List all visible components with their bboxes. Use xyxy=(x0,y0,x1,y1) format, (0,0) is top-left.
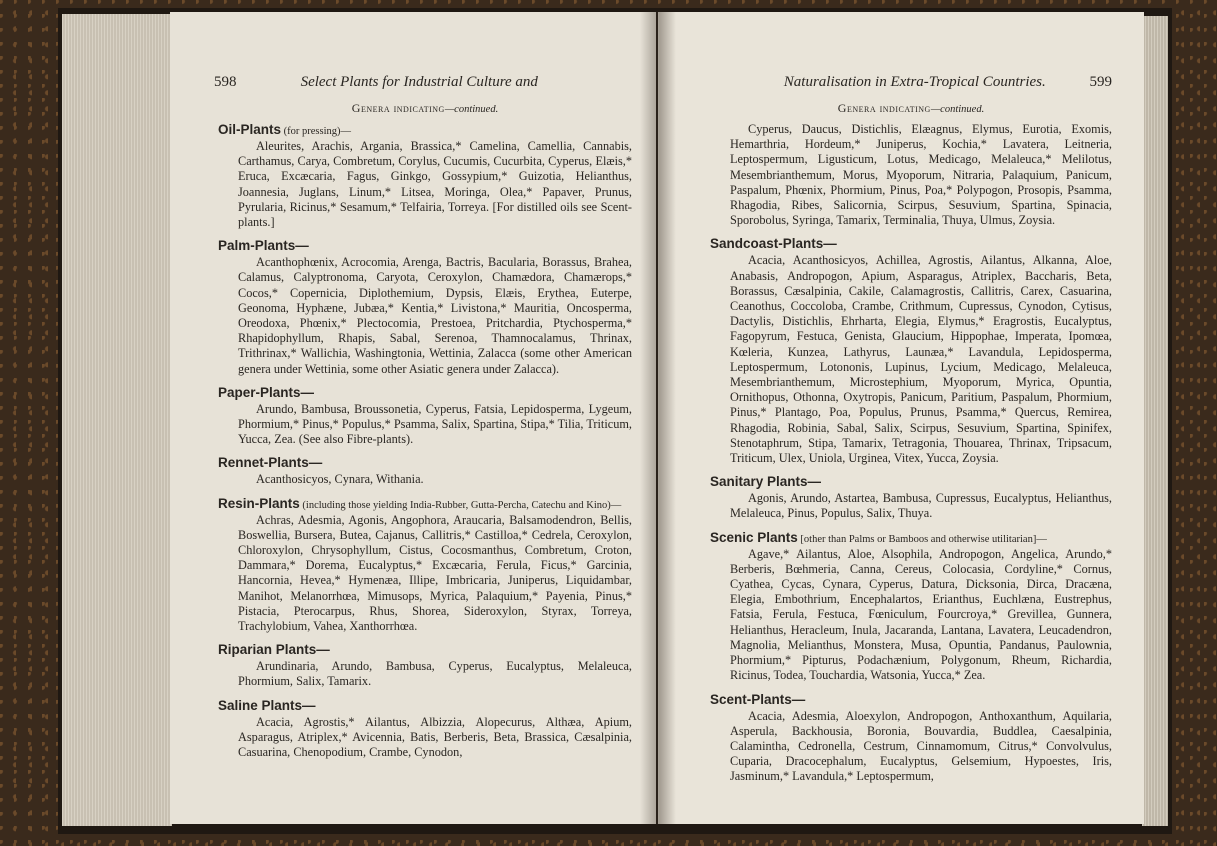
section-body: Acacia, Acanthosicyos, Achillea, Agrostis, Ailantus, Alkanna, Aloe, Anabasis, Andropogon, Apium, Asparagus, Atriplex, Baccharis, Beta, Borassus, Cæsalpinia, Cakile, Calamagrostis, Callitris, Carex, Casuarina, Ceanothus, Coccoloba, Crambe, Crithmum, Cupressus, Cynodon, Cytisus, Dactylis, Distichlis, Ehrharta, Elegia, Elymus,* Eragrostis, Eucalyptus, Fagopyrum, Festuca, Genista, Glaucium, Hippophae, Imperata, Ipomœa, Kœleria, Kunzea, Lathyrus, Launæa,* Lavandula, Lepidosperma, Leptospermum, Lotononis, Lupinus, Lycium, Medicago, Melaleuca, Mesembrianthemum, Microstephium, Myoporum, Myrica, Opuntia, Ornithopus, Othonna, Oxytropis, Panicum, Paritium, Paspalum, Phormium, Pinus,* Plantago, Poa, Populus, Prunus, Psamma,* Quercus, Remirea, Rhagodia, Robinia, Sabal, Salix, Scirpus, Sesuvium, Spartina, Spinifex, Stenotaphrum, Stipa, Tamarix, Tetragonia, Thouarea, Thrinax, Tripsacum, Triticum, Ulex, Uniola, Urginea, Vitex, Yucca, Zoysia. xyxy=(730,253,1112,466)
section-body: Acacia, Agrostis,* Ailantus, Albizzia, Alopecurus, Althæa, Apium, Asparagus, Atriplex,* Avicennia, Batis, Berberis, Beta, Brassica, Cæsalpinia, Casuarina, Chenopodium, Crambe, Cynodon, xyxy=(238,714,632,760)
section-title: Sanitary Plants— xyxy=(710,474,822,490)
section-body: Agonis, Arundo, Astartea, Bambusa, Cupressus, Eucalyptus, Helianthus, Melaleuca, Pinus, Populus, Salix, Thuya. xyxy=(730,491,1112,521)
section-title: Scenic Plants [other than Palms or Bamboos and otherwise utilitarian]— xyxy=(710,529,1047,545)
subheading: Genera indicating—continued. xyxy=(837,101,985,115)
page-number: 599 xyxy=(1089,74,1112,90)
section-riparian-plants xyxy=(218,642,632,689)
left-page-edges xyxy=(62,14,172,826)
section-saline-plants xyxy=(218,698,632,761)
running-title: Select Plants for Industrial Culture and xyxy=(300,74,538,90)
page-number: 598 xyxy=(214,74,237,90)
running-head-right xyxy=(710,74,1112,91)
section-sandcoast-plants xyxy=(710,236,1112,466)
section-body: Acanthophœnix, Acrocomia, Arenga, Bactris, Bacularia, Borassus, Brahea, Calamus, Calyptronoma, Caryota, Ceroxylon, Chamædora, Chamærops,* Cocos,* Copernicia, Diplothemium, Dypsis, Elæis, Erythea, Euterpe, Geonoma, Hyphæne, Jubæa,* Kentia,* Livistona,* Mauritia, Oncosperma, Oreodoxa, Phœnix,* Plectocomia, Prestoea, Pritchardia, Ptychosperma,* Rhapidophyllum, Rhapis, Sabal, Serenoa, Thamnocalamus, Thrinax, Trithrinax,* Wallichia, Washingtonia, Wettinia, Zalacca (some other American genera under Wettinia, some other Asiatic genera under Zalacca). xyxy=(238,255,632,376)
section-body: Acanthosicyos, Cynara, Withania. xyxy=(256,472,424,487)
running-head-left xyxy=(214,74,632,91)
left-page xyxy=(170,12,656,824)
section-paper-plants xyxy=(218,385,632,448)
section-title: Riparian Plants— xyxy=(218,642,330,658)
right-page-edges xyxy=(1142,16,1168,826)
running-title: Naturalisation in Extra-Tropical Countries. xyxy=(783,74,1046,90)
subheading: Genera indicating—continued. xyxy=(351,101,499,115)
book-gutter xyxy=(640,12,676,824)
section-scenic-plants xyxy=(710,530,1112,684)
section-body: Cyperus, Daucus, Distichlis, Elæagnus, Elymus, Eurotia, Exomis, Hemarthria, Hordeum,* Juniperus, Kochia,* Lavatera, Leitneria, Leptospermum, Ligusticum, Lotus, Medicago, Melaleuca,* Melilotus, Mesembrianthemum, Morus, Myoporum, Nitraria, Palaquium, Panicum, Paspalum, Phœnix, Phormium, Pinus, Poa,* Polypogon, Prosopis, Psamma, Rhagodia, Ribes, Salicornia, Scirpus, Sesuvium, Spartina, Spinacia, Sporobolus, Syringa, Tamarix, Terminalia, Thuya, Ulmus, Zoysia. xyxy=(730,122,1112,228)
section-title: Palm-Plants— xyxy=(218,238,309,254)
section-palm-plants xyxy=(218,238,632,377)
section-body: Achras, Adesmia, Agonis, Angophora, Araucaria, Balsamodendron, Bellis, Boswellia, Bursera, Butea, Cajanus, Callitris,* Castilloa,* Cedrela, Ceroxylon, Chloroxylon, Chrysophyllum, Cistus, Cocosmanthus, Combretum, Croton, Dammara,* Dorema, Eucalyptus,* Excæcaria, Ferula, Ficus,* Garcinia, Hancornia, Hevea,* Hymenæa, Illipe, Imbricaria, Juniperus, Liquidambar, Manihot, Melanorrhœa, Mimusops, Myrica, Palaquium,* Payenia, Pinus,* Pistacia, Pterocarpus, Rhus, Shorea, Sideroxylon, Styrax, Torreya, Trachylobium, Vahea, Xanthorrhœa. xyxy=(238,512,632,634)
section-body: Agave,* Ailantus, Aloe, Alsophila, Andropogon, Angelica, Arundo,* Berberis, Bœhmeria, Canna, Cereus, Colocasia, Cordyline,* Cornus, Cyathea, Cycas, Cynara, Cyperus, Datura, Dicksonia, Dirca, Dracæna, Elegia, Embothrium, Encephalartos, Erianthus, Euchlæna, Eustrephus, Fatsia, Ferula, Festuca, Fœniculum, Fourcroya,* Grevillea, Gunnera, Helianthus, Heracleum, Inula, Jacaranda, Lantana, Lavatera, Leucadendron, Magnolia, Melianthus, Monstera, Musa, Opuntia, Pandanus, Paulownia, Phormium,* Pipturus, Podachænium, Polygonum, Rheum, Richardia, Ricinus, Todea, Touchardia, Watsonia, Yucca,* Zea. xyxy=(730,546,1112,683)
continuation-text xyxy=(710,122,1112,228)
section-sanitary-plants xyxy=(710,474,1112,521)
section-title: Paper-Plants— xyxy=(218,384,315,400)
section-title: Resin-Plants (including those yielding India-Rubber, Gutta-Percha, Catechu and Kino)— xyxy=(218,495,622,511)
section-scent-plants xyxy=(710,692,1112,785)
section-oil-plants xyxy=(218,122,632,230)
right-page xyxy=(658,12,1144,824)
section-body: Arundo, Bambusa, Broussonetia, Cyperus, Fatsia, Lepidosperma, Lygeum, Phormium,* Pinus,* Populus,* Psamma, Salix, Spartina, Stipa,* Tilia, Triticum, Yucca, Zea. (See also Fibre-plants). xyxy=(238,401,632,447)
section-body: Aleurites, Arachis, Argania, Brassica,* Camelina, Camellia, Cannabis, Carthamus, Carya, Combretum, Corylus, Cucumis, Cucurbita, Cyperus, Elæis,* Eruca, Excæcaria, Fagus, Ginkgo, Gossypium,* Guizotia, Helianthus, Joannesia, Juglans, Linum,* Litsea, Moringa, Olea,* Papaver, Prunus, Pyrularia, Ricinus,* Sesamum,* Telfairia, Torreya. [For distilled oils see Scent-plants.] xyxy=(238,139,632,230)
section-title: Sandcoast-Plants— xyxy=(710,236,837,252)
section-title: Rennet-Plants— xyxy=(218,455,323,471)
section-title: Saline Plants— xyxy=(218,697,316,713)
section-title: Scent-Plants— xyxy=(710,691,806,707)
section-body: Acacia, Adesmia, Aloexylon, Andropogon, Anthoxanthum, Aquilaria, Asperula, Backhousia, Boronia, Bouvardia, Buddlea, Caesalpinia, Calamintha, Cedronella, Cestrum, Cinnamomum, Citrus,* Convolvulus, Cuparia, Dracocephalum, Eucalyptus, Gelsemium, Hypoestes, Iris, Jasminum,* Lavandula,* Leptospermum, xyxy=(730,708,1112,784)
section-title: Oil-Plants (for pressing)— xyxy=(218,122,351,137)
section-body: Arundinaria, Arundo, Bambusa, Cyperus, Eucalyptus, Melaleuca, Phormium, Salix, Tamarix. xyxy=(238,659,632,689)
section-rennet-plants xyxy=(218,455,632,487)
section-resin-plants xyxy=(218,496,632,635)
